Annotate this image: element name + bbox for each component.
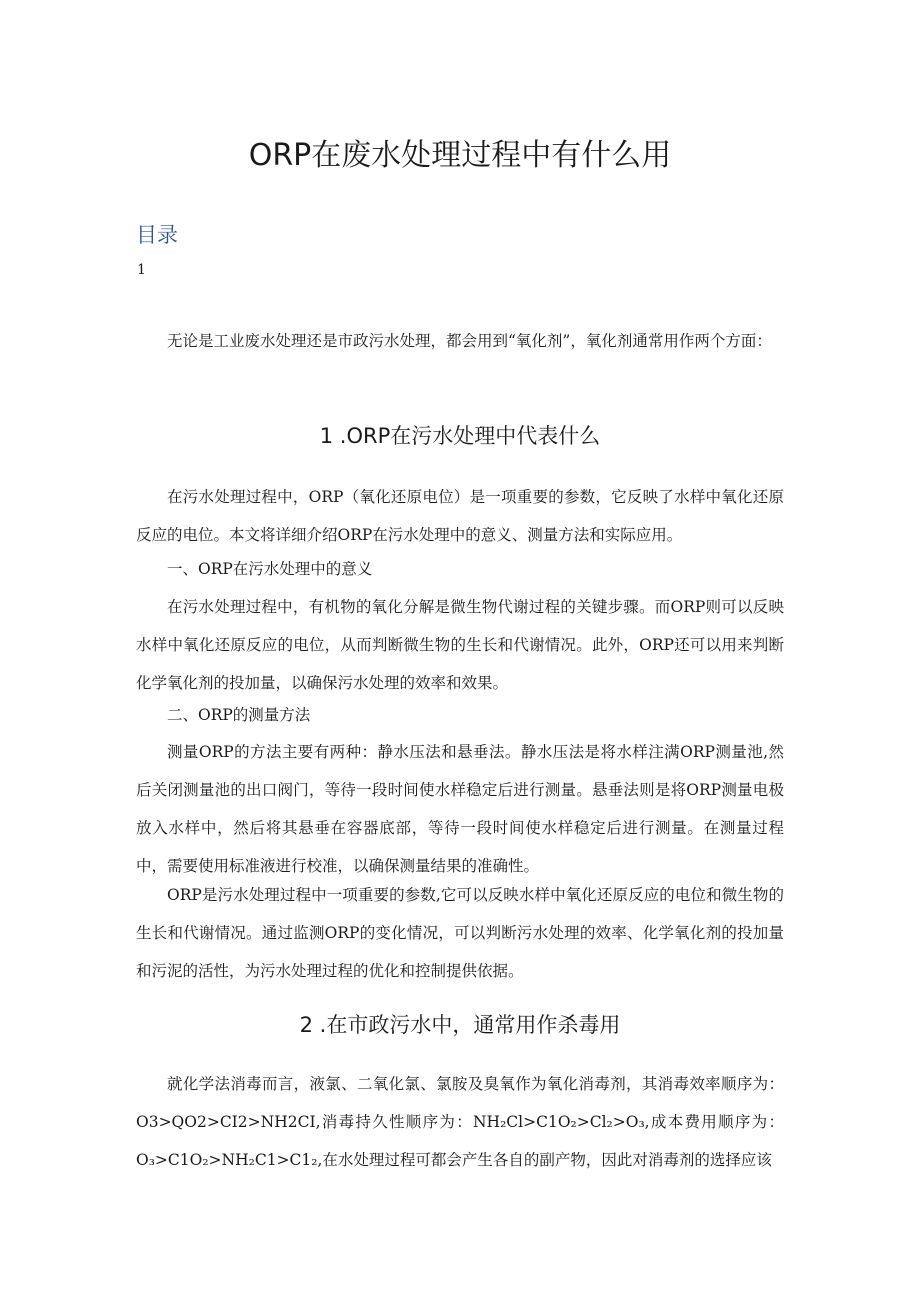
section-1-paragraph-1: 在污水处理过程中，ORP（氧化还原电位）是一项重要的参数，它反映了水样中氧化还原反应的电位。本文将详细介绍ORP在污水处理中的意义、测量方法和实际应用。 bbox=[136, 488, 784, 544]
section-1-subheading-2: 二、ORP的测量方法 bbox=[167, 706, 311, 724]
section-1-heading: 1 .ORP在污水处理中代表什么 bbox=[319, 424, 601, 448]
toc-heading: 目录 bbox=[136, 223, 178, 247]
section-1-paragraph-3: 测量ORP的方法主要有两种：静水压法和悬垂法。静水压法是将水样注满ORP测量池,然后关闭测量池的出口阀门，等待一段时间使水样稳定后进行测量。悬垂法则是将ORP测量电极放入水样中，然后将其悬垂在容器底部，等待一段时间使水样稳定后进行测量。在测量过程中，需要使用标准液进行校准，以确保测量结果的准确性。 bbox=[136, 743, 784, 875]
document-title: ORP在废水处理过程中有什么用 bbox=[248, 138, 672, 173]
intro-paragraph: 无论是工业废水处理还是市政污水处理，都会用到“氧化剂”，氧化剂通常用作两个方面： bbox=[167, 332, 772, 350]
section-1-paragraph-2: 在污水处理过程中，有机物的氧化分解是微生物代谢过程的关键步骤。而ORP则可以反映水样中氧化还原反应的电位，从而判断微生物的生长和代谢情况。此外，ORP还可以用来判断化学氧化剂的投加量，以确保污水处理的效率和效果。 bbox=[136, 598, 784, 692]
section-2-heading: 2 .在市政污水中，通常用作杀毒用 bbox=[299, 1013, 621, 1037]
section-1-subheading-1: 一、ORP在污水处理中的意义 bbox=[167, 560, 373, 578]
toc-entry: 1 bbox=[137, 262, 146, 278]
section-2-paragraph-1: 就化学法消毒而言，液氯、二氧化氯、氯胺及臭氧作为氧化消毒剂，其消毒效率顺序为：O3>QO2>CI2>NH2CI,消毒持久性顺序为：NH₂Cl>C1O₂>Cl₂>O₃,成本费用顺序为：O₃>C1O₂>NH₂C1>C1₂,在水处理过程可都会产生各自的副产物，因此对消毒剂的选择应该 bbox=[136, 1075, 784, 1169]
section-1-paragraph-4: ORP是污水处理过程中一项重要的参数,它可以反映水样中氧化还原反应的电位和微生物的生长和代谢情况。通过监测ORP的变化情况，可以判断污水处理的效率、化学氧化剂的投加量和污泥的活性，为污水处理过程的优化和控制提供依据。 bbox=[136, 886, 784, 980]
